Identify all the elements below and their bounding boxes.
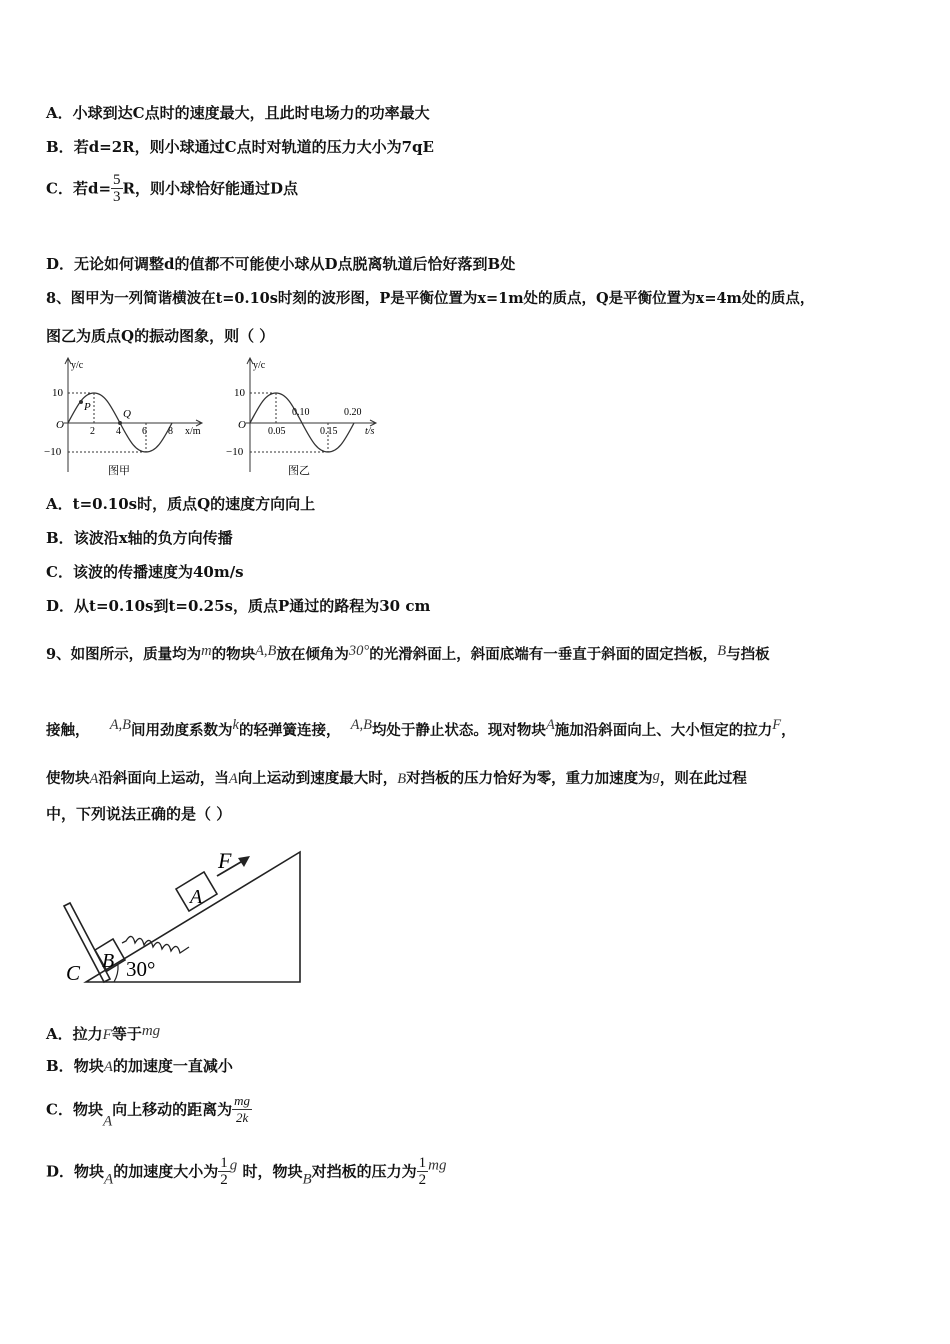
x-tick: 8	[168, 426, 173, 437]
incline-figure	[62, 846, 306, 986]
q8-option-b: B．该波沿x轴的负方向传播	[46, 529, 233, 547]
vibration-graph-figure	[226, 354, 386, 478]
x-tick: 0.05	[268, 426, 286, 437]
q8-stem-line1: 8、图甲为一列简谐横波在t=0.10s时刻的波形图，P是平衡位置为x=1m处的质点，Q是平衡位置为x=4m处的质点，	[46, 290, 815, 307]
q9-stem-line3: 使物块A沿斜面向上运动，当A向上运动到速度最大时，B对挡板的压力恰好为零，重力加速度为g，则在此过程	[46, 768, 747, 787]
x-tick: 0.15	[320, 426, 338, 437]
q9-option-b: B．物块A的加速度一直减小	[46, 1057, 233, 1075]
x-tick: 6	[142, 426, 147, 437]
q7-option-c: C．若d= $\frac{5}{3}$ R，则小球恰好能通过D点	[46, 172, 298, 205]
block-a-label: A	[190, 886, 203, 908]
fraction-5-3: $\frac{5}{3}$	[113, 172, 121, 205]
fraction-1-2: $\frac{1}{2}$	[220, 1155, 228, 1188]
q9-option-d: D．物块A的加速度大小为 $\frac{1}{2}$ g 时，物块B对挡板的压力为 $\frac{1}{2}$ mg	[46, 1155, 447, 1188]
incline-plane	[86, 852, 300, 982]
angle-label: 30°	[126, 957, 156, 981]
q7-option-b: B．若d=2R，则小球通过C点时对轨道的压力大小为7qE	[46, 138, 434, 156]
q8-option-d: D．从t=0.10s到t=0.25s，质点P通过的路程为30 cm	[46, 597, 431, 615]
q9-stem-line4: 中，下列说法正确的是（ ）	[46, 805, 232, 823]
q9-option-a: A．拉力F等于mg	[46, 1023, 161, 1043]
y-axis-label: y/c	[253, 360, 266, 371]
q9-stem-line2: 接触， A,B间用劲度系数为k的轻弹簧连接， A,B均处于静止状态。现对物块A施加沿斜面向上、大小恒定的拉力F，	[46, 717, 796, 739]
q7-option-d: D．无论如何调整d的值都不可能使小球从D点脱离轨道后恰好落到B处	[46, 255, 516, 273]
q7-option-a: A．小球到达C点时的速度最大，且此时电场力的功率最大	[46, 104, 430, 122]
y-axis-label: y/c	[71, 360, 84, 371]
q8-option-a: A．t=0.10s时，质点Q的速度方向向上	[46, 495, 316, 513]
x-tick: 0.20	[344, 407, 362, 418]
fraction-mg-2k: $\frac{mg}{2k}$	[234, 1093, 251, 1125]
y-tick-neg: −10	[44, 446, 62, 458]
q9-option-c: C．物块A向上移动的距离为 $\frac{mg}{2k}$	[46, 1093, 251, 1130]
q9-stem-line1: 9、如图所示，质量均为m的物块A,B放在倾角为30°的光滑斜面上，斜面底端有一垂直于斜面的固定挡板，B与挡板	[46, 643, 770, 663]
point-p-label: P	[84, 401, 91, 413]
fraction-1-2: $\frac{1}{2}$	[418, 1155, 427, 1188]
force-arrow-head	[238, 856, 250, 867]
wave-graph-figure	[44, 354, 214, 478]
q8-stem-line2: 图乙为质点Q的振动图象，则（ ）	[46, 327, 275, 345]
origin-label: O	[56, 419, 64, 431]
force-label: F	[218, 848, 232, 873]
point-q-marker	[118, 421, 122, 425]
q8-option-c: C．该波的传播速度为40m/s	[46, 563, 244, 581]
y-tick-pos: 10	[52, 387, 63, 399]
angle-arc	[114, 965, 118, 982]
corner-c-label: C	[66, 961, 81, 985]
x-tick: 4	[116, 426, 121, 437]
block-b-label: B	[102, 950, 115, 972]
point-p-marker	[79, 400, 83, 404]
point-q-label: Q	[123, 408, 131, 420]
y-tick-neg: −10	[226, 446, 244, 458]
figure-caption: 图甲	[108, 465, 130, 477]
x-tick: 0.10	[292, 407, 310, 418]
x-axis-label: x/m	[185, 426, 201, 437]
y-tick-pos: 10	[234, 387, 245, 399]
origin-label: O	[238, 419, 246, 431]
x-axis-label: t/s	[365, 426, 375, 437]
x-tick: 2	[90, 426, 95, 437]
figure-caption: 图乙	[288, 465, 310, 477]
